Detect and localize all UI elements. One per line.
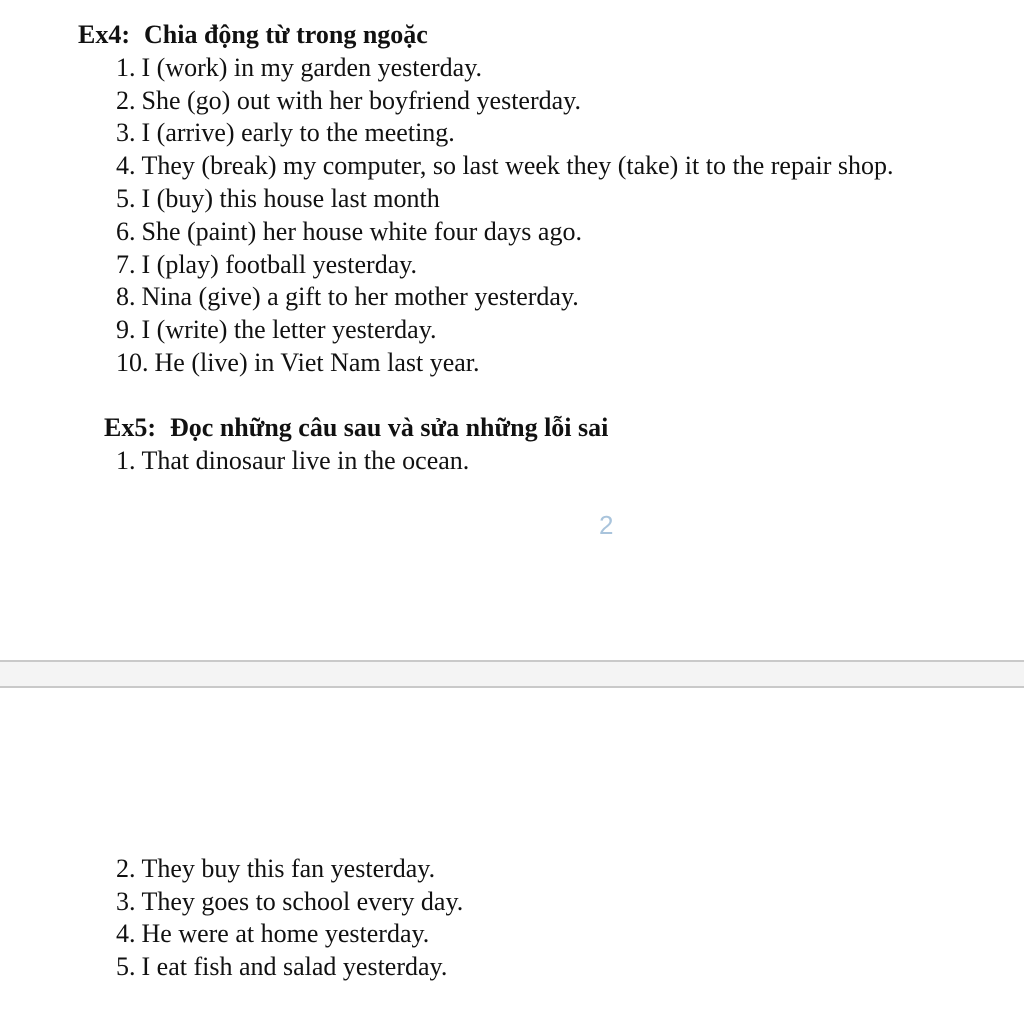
- ex4-heading: [78, 19, 428, 51]
- item-text: I (play) football yesterday.: [141, 250, 418, 279]
- page-break-separator: [0, 660, 1024, 688]
- item-text: Nina (give) a gift to her mother yesterday.: [141, 282, 579, 311]
- page-3: [0, 688, 1024, 1030]
- item-text: I (work) in my garden yesterday.: [141, 53, 483, 82]
- ex4-label: Ex4:: [78, 20, 130, 49]
- item-text: They goes to school every day.: [141, 887, 464, 916]
- item-text: She (paint) her house white four days ago.: [141, 217, 582, 246]
- item-number: 3.: [116, 118, 136, 147]
- ex5-item-2: [116, 853, 435, 885]
- item-number: 1.: [116, 53, 136, 82]
- item-text: He (live) in Viet Nam last year.: [154, 348, 480, 377]
- ex4-item-3: [116, 117, 455, 149]
- item-number: 5.: [116, 952, 136, 981]
- item-number: 2.: [116, 86, 136, 115]
- ex4-item-10: [116, 347, 480, 379]
- ex4-item-4: [116, 150, 893, 182]
- item-text: They (break) my computer, so last week they (take) it to the repair shop.: [141, 151, 894, 180]
- ex5-title: Đọc những câu sau và sửa những lỗi sai: [170, 413, 609, 442]
- item-text: That dinosaur live in the ocean.: [141, 446, 470, 475]
- item-number: 4.: [116, 151, 136, 180]
- ex4-item-7: [116, 249, 417, 281]
- item-text: I (buy) this house last month: [141, 184, 440, 213]
- ex5-item-3: [116, 886, 463, 918]
- item-number: 8.: [116, 282, 136, 311]
- page-number: 2: [599, 510, 614, 540]
- item-number: 1.: [116, 446, 136, 475]
- item-number: 4.: [116, 919, 136, 948]
- item-text: He were at home yesterday.: [141, 919, 430, 948]
- item-number: 2.: [116, 854, 136, 883]
- ex4-title: Chia động từ trong ngoặc: [144, 20, 428, 49]
- ex4-item-6: [116, 216, 582, 248]
- item-text: They buy this fan yesterday.: [141, 854, 436, 883]
- ex4-item-9: [116, 314, 437, 346]
- item-text: She (go) out with her boyfriend yesterday.: [141, 86, 581, 115]
- item-number: 9.: [116, 315, 136, 344]
- ex4-item-1: [116, 52, 482, 84]
- item-number: 10.: [116, 348, 149, 377]
- ex4-item-5: [116, 183, 440, 215]
- item-number: 6.: [116, 217, 136, 246]
- item-text: I eat fish and salad yesterday.: [141, 952, 448, 981]
- item-number: 3.: [116, 887, 136, 916]
- ex4-item-2: [116, 85, 581, 117]
- ex4-item-8: [116, 281, 579, 313]
- ex5-heading: [104, 412, 608, 444]
- item-number: 5.: [116, 184, 136, 213]
- ex5-item-1: [116, 445, 469, 477]
- item-text: I (write) the letter yesterday.: [141, 315, 437, 344]
- item-number: 7.: [116, 250, 136, 279]
- item-text: I (arrive) early to the meeting.: [141, 118, 455, 147]
- ex5-item-5: [116, 951, 447, 983]
- ex5-label: Ex5:: [104, 413, 156, 442]
- ex5-item-4: [116, 918, 429, 950]
